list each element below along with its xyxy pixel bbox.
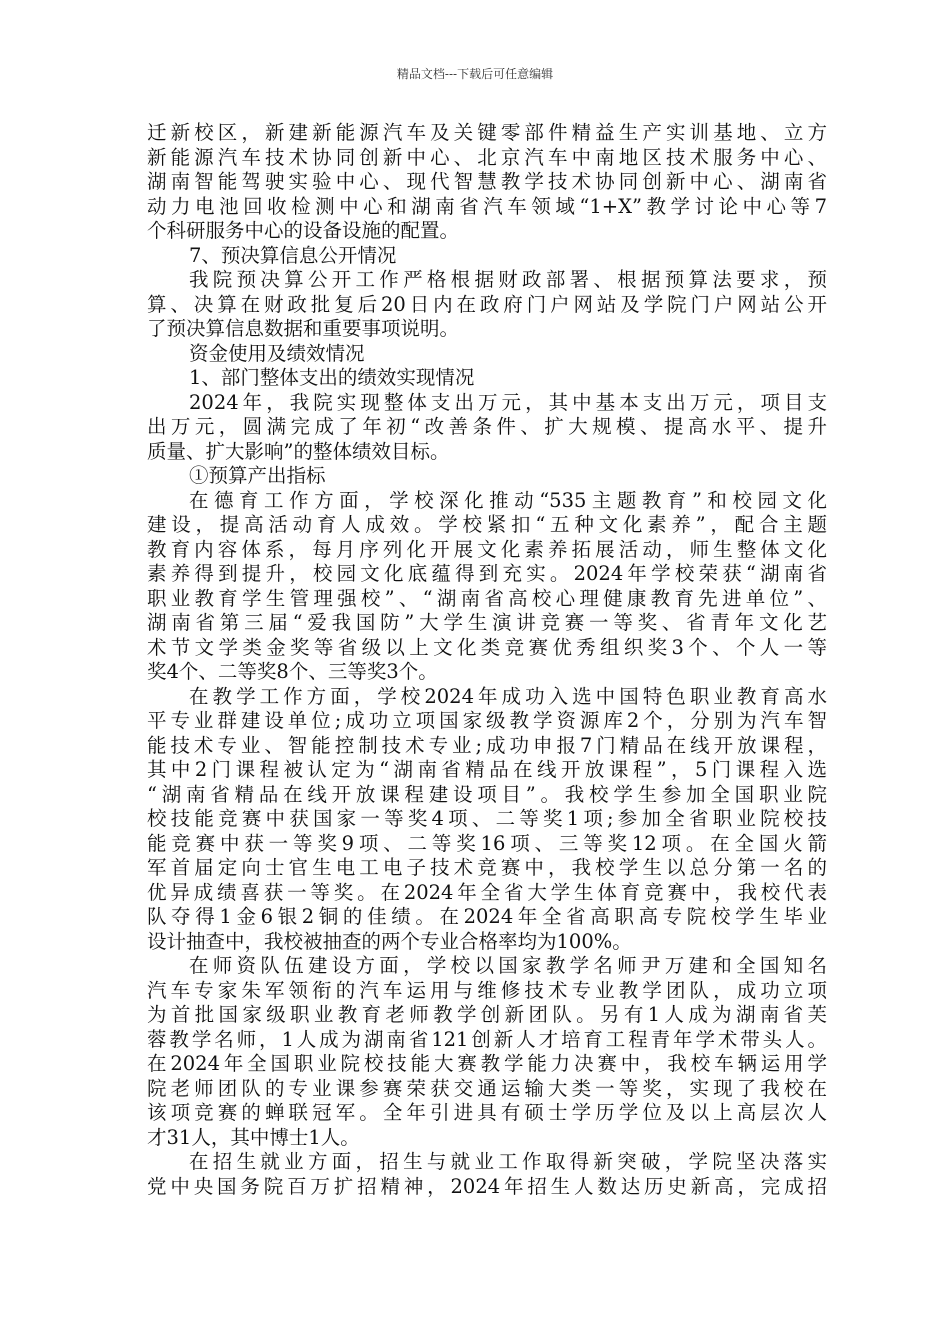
- text-line: 资金使用及绩效情况: [189, 341, 365, 365]
- text-line: 教育内容体系，每月序列化开展文化素养拓展活动，师生整体文化: [147, 537, 827, 561]
- text-line: 优异成绩喜获一等奖。在2024年全省大学生体育竞赛中，我校代表: [147, 880, 827, 904]
- text-line: 在德育工作方面，学校深化推动“535主题教育”和校园文化: [189, 488, 827, 512]
- text-line: 7、预决算信息公开情况: [189, 243, 397, 267]
- text-line: 在师资队伍建设方面，学校以国家教学名师尹万建和全国知名: [189, 954, 827, 977]
- page-header: 精品文档---下载后可任意编辑: [396, 67, 554, 81]
- text-line: 才31人，其中博士1人。: [147, 1125, 360, 1149]
- text-line: 其中2门课程被认定为“湖南省精品在线开放课程”，5门课程入选: [147, 758, 827, 781]
- text-line: ①预算产出指标: [189, 464, 326, 487]
- document-body: [147, 121, 827, 1199]
- text-line: 在2024年全国职业院校技能大赛教学能力决赛中，我校车辆运用学: [147, 1052, 827, 1075]
- text-line: 在招生就业方面，招生与就业工作取得新突破，学院坚决落实: [189, 1150, 827, 1173]
- text-line: 湖南省第三届“爱我国防”大学生演讲竞赛一等奖、省青年文化艺: [147, 611, 827, 634]
- text-line: 我院预决算公开工作严格根据财政部署、根据预算法要求，预: [189, 268, 827, 291]
- text-line: 动力电池回收检测中心和湖南省汽车领域“1+X”教学讨论中心等7: [147, 194, 827, 218]
- text-line: 素养得到提升，校园文化底蕴得到充实。2024年学校荣获“湖南省: [147, 562, 827, 585]
- text-line: 职业教育学生管理强校”、“湖南省高校心理健康教育先进单位”、: [147, 586, 827, 610]
- text-line: 能技术专业、智能控制技术专业;成功申报7门精品在线开放课程，: [147, 733, 827, 757]
- text-line: “湖南省精品在线开放课程建设项目”。我校学生参加全国职业院: [147, 782, 827, 806]
- text-line: 军首届定向士官生电工电子技术竞赛中，我校学生以总分第一名的: [147, 856, 827, 879]
- text-line: 在教学工作方面，学校2024年成功入选中国特色职业教育高水: [189, 684, 827, 708]
- text-line: 设计抽查中，我校被抽查的两个专业合格率均为100%。: [147, 929, 632, 953]
- text-line: 汽车专家朱军领衔的汽车运用与维修技术专业教学团队，成功立项: [147, 978, 827, 1002]
- text-line: 队夺得1金6银2铜的佳绩。在2024年全省高职高专院校学生毕业: [147, 905, 827, 928]
- text-line: 为首批国家级职业教育老师教学创新团队。另有1人成为湖南省芙: [147, 1003, 827, 1026]
- text-line: 能竞赛中获一等奖9项、二等奖16项、三等奖12项。在全国火箭: [147, 831, 827, 855]
- text-line: 1、部门整体支出的绩效实现情况: [189, 366, 475, 389]
- text-line: 湖南智能驾驶实验中心、现代智慧教学技术协同创新中心、湖南省: [147, 170, 827, 193]
- text-line: 平专业群建设单位;成功立项国家级教学资源库2个，分别为汽车智: [147, 709, 827, 732]
- text-line: 新能源汽车技术协同创新中心、北京汽车中南地区技术服务中心、: [147, 145, 827, 169]
- text-line: 奖4个、二等奖8个、三等奖3个。: [147, 660, 438, 683]
- text-line: 建设，提高活动育人成效。学校紧扣“五种文化素养”，配合主题: [147, 513, 827, 536]
- text-line: 质量、扩大影响”的整体绩效目标。: [147, 439, 450, 463]
- text-line: 迁新校区，新建新能源汽车及关键零部件精益生产实训基地、立方: [147, 121, 827, 144]
- text-line: 2024年，我院实现整体支出万元，其中基本支出万元，项目支: [189, 390, 827, 414]
- text-line: 了预决算信息数据和重要事项说明。: [147, 317, 460, 340]
- text-line: 院老师团队的专业课参赛荣获交通运输大类一等奖，实现了我校在: [147, 1076, 827, 1100]
- text-line: 蓉教学名师，1人成为湖南省121创新人才培育工程青年学术带头人。: [147, 1027, 827, 1051]
- text-line: 出万元，圆满完成了年初“改善条件、扩大规模、提高水平、提升: [147, 415, 827, 438]
- text-line: 校技能竞赛中获国家一等奖4项、二等奖1项;参加全省职业院校技: [147, 807, 827, 830]
- text-line: 该项竞赛的蝉联冠军。全年引进具有硕士学历学位及以上高层次人: [147, 1101, 827, 1124]
- text-line: 党中央国务院百万扩招精神，2024年招生人数达历史新高，完成招: [147, 1174, 827, 1198]
- text-line: 个科研服务中心的设备设施的配置。: [147, 219, 460, 242]
- text-line: 算、决算在财政批复后20日内在政府门户网站及学院门户网站公开: [147, 292, 827, 316]
- text-line: 术节文学类金奖等省级以上文化类竞赛优秀组织奖3个、个人一等: [147, 635, 827, 659]
